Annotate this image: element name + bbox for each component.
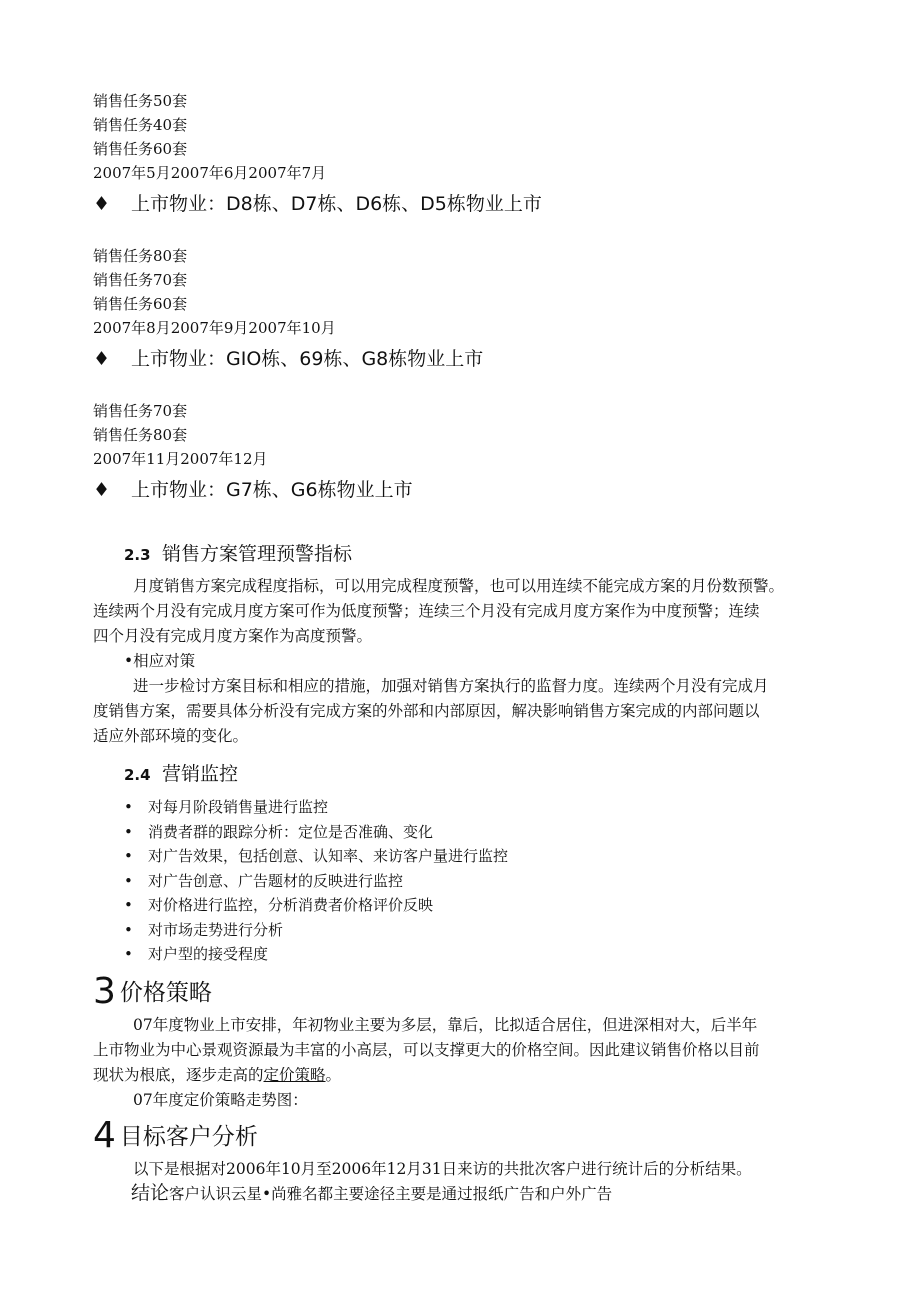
dot-bullet-icon: • <box>124 822 133 841</box>
section-number: 2.3 <box>124 546 151 564</box>
list-item: • 对广告效果，包括创意、认知率、来访客户量进行监控 <box>124 844 508 869</box>
section-number: 2.4 <box>124 766 151 784</box>
section-number: 4 <box>93 1115 116 1156</box>
month-range-line: 2007年8月2007年9月2007年10月 <box>93 319 336 337</box>
list-item: • 对每月阶段销售量进行监控 <box>124 795 508 820</box>
section-2-4-heading <box>124 761 238 788</box>
paragraph-line: 月度销售方案完成程度指标，可以用完成程度预警，也可以用连续不能完成方案的月份数预警。 <box>133 577 785 595</box>
list-item: • 对广告创意、广告题材的反映进行监控 <box>124 869 508 894</box>
dot-bullet-icon: • <box>124 945 133 963</box>
conclusion-line <box>131 1182 612 1206</box>
paragraph-line: 进一步检讨方案目标和相应的措施，加强对销售方案执行的监督力度。连续两个月没有完成月 <box>133 677 769 695</box>
monitoring-list <box>124 795 508 967</box>
diamond-bullet-icon: ♦ <box>93 479 111 501</box>
section-3-heading <box>93 972 212 1015</box>
listing-heading <box>93 346 483 372</box>
list-item: • 消费者群的跟踪分析：定位是否准确、变化 <box>124 820 508 845</box>
month-range-line: 2007年11月2007年12月 <box>93 450 268 468</box>
listing-text: 上市物业：D8栋、D7栋、D6栋、D5栋物业上市 <box>131 193 542 215</box>
section-number: 3 <box>93 971 116 1012</box>
conclusion-label: 结论 <box>131 1182 170 1204</box>
conclusion-text: 客户认识云星•尚雅名都主要途径主要是通过报纸广告和户外广告 <box>169 1185 613 1203</box>
sales-task-line: 销售任务80套 <box>93 426 188 444</box>
section-title: 价格策略 <box>119 980 212 1006</box>
paragraph-line: 连续两个月没有完成月度方案可作为低度预警；连续三个月没有完成月度方案作为中度预警；连续 <box>93 602 760 620</box>
listing-heading <box>93 477 413 503</box>
paragraph-line: 适应外部环境的变化。 <box>93 727 249 745</box>
dot-bullet-icon: • <box>124 896 133 914</box>
sales-task-line: 销售任务70套 <box>93 271 188 289</box>
paragraph-line: 四个月没有完成月度方案作为高度预警。 <box>93 627 373 645</box>
list-item: • 对市场走势进行分析 <box>124 918 508 943</box>
list-item: • 对价格进行监控，分析消费者价格评价反映 <box>124 893 508 918</box>
measure-label: •相应对策 <box>124 652 196 670</box>
sales-task-line: 销售任务80套 <box>93 247 188 265</box>
section-title: 目标客户分析 <box>119 1124 258 1150</box>
paragraph-line: 度销售方案，需要具体分析没有完成方案的外部和内部原因，解决影响销售方案完成的内部问题以 <box>93 702 760 720</box>
dot-bullet-icon: • <box>124 798 133 816</box>
chart-caption: 07年度定价策略走势图： <box>133 1091 308 1109</box>
section-title: 销售方案管理预警指标 <box>162 543 353 565</box>
paragraph-line: 上市物业为中心景观资源最为丰富的小高层，可以支撑更大的价格空间。因此建议销售价格以目前 <box>93 1041 760 1059</box>
pricing-strategy-link[interactable]: 定价策略 <box>263 1066 326 1084</box>
diamond-bullet-icon: ♦ <box>93 348 111 370</box>
listing-text: 上市物业：G7栋、G6栋物业上市 <box>131 479 413 501</box>
sales-task-line: 销售任务40套 <box>93 116 188 134</box>
dot-bullet-icon: • <box>124 847 133 865</box>
sales-task-line: 销售任务50套 <box>93 92 188 110</box>
dot-bullet-icon: • <box>124 920 133 939</box>
listing-text: 上市物业：GIO栋、69栋、G8栋物业上市 <box>131 348 484 370</box>
section-title: 营销监控 <box>162 763 239 785</box>
sales-task-line: 销售任务60套 <box>93 140 188 158</box>
diamond-bullet-icon: ♦ <box>93 193 111 215</box>
month-range-line: 2007年5月2007年6月2007年7月 <box>93 164 327 182</box>
paragraph-line: 07年度物业上市安排，年初物业主要为多层，靠后，比拟适合居住，但进深相对大，后半年 <box>133 1016 758 1034</box>
paragraph-line: 现状为根底，逐步走高的定价策略。 <box>93 1066 342 1084</box>
list-item: • 对户型的接受程度 <box>124 942 508 967</box>
sales-task-line: 销售任务70套 <box>93 402 188 420</box>
section-4-heading <box>93 1116 258 1159</box>
sales-task-line: 销售任务60套 <box>93 295 188 313</box>
dot-bullet-icon: • <box>124 871 133 890</box>
listing-heading <box>93 191 542 217</box>
paragraph-line: 以下是根据对2006年10月至2006年12月31日来访的共批次客户进行统计后的分析结果。 <box>133 1160 752 1178</box>
section-2-3-heading <box>124 541 352 568</box>
